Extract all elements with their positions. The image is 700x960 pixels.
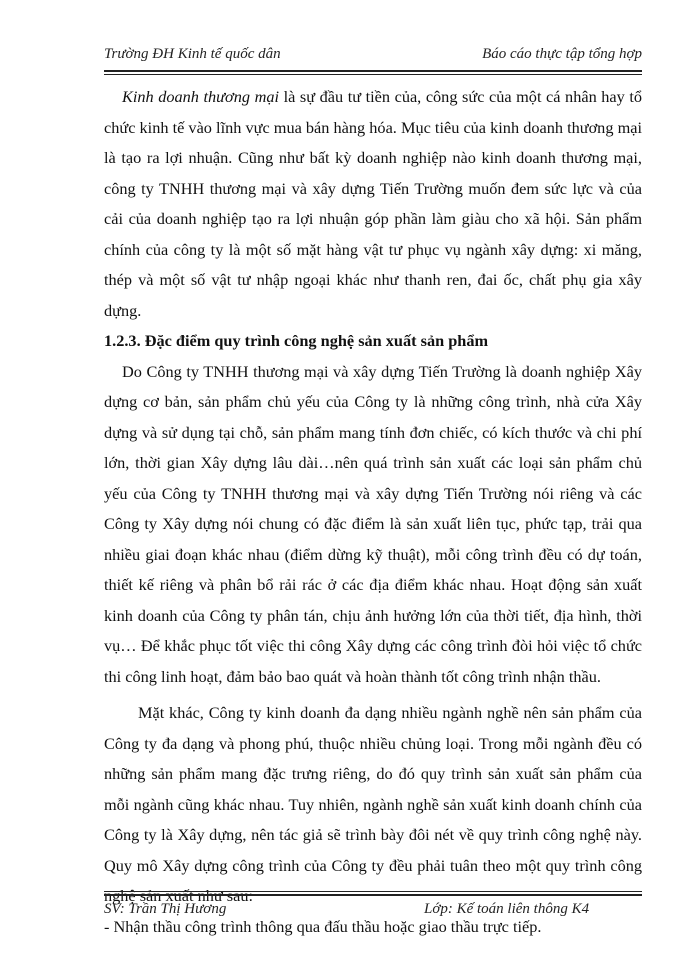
header-report-title: Báo cáo thực tập tổng hợp [482,46,642,62]
header-rule [104,70,642,72]
page-footer [104,899,642,923]
footer-rule-thin [104,891,642,892]
paragraph-production-process: Do Công ty TNHH thương mại và xây dựng Tiến Trường là doanh nghiệp Xây dựng cơ bản, sản phẩm chủ yếu của Công ty là những công trình, nhà cửa Xây dựng và sử dụng tại chỗ, sản phẩm mang tính đơn chiếc, có kích thước và chi phí lớn, thời gian Xây dựng lâu dài…nên quá trình sản xuất các loại sản phẩm chủ yếu của Công ty TNHH thương mại và xây dựng Tiến Trường nói riêng và các Công ty Xây dựng nói chung có đặc điểm là sản xuất liên tục, phức tạp, trải qua nhiều giai đoạn khác nhau (điểm dừng kỹ thuật), mỗi công trình đều có dự toán, thiết kế riêng và phân bổ rải rác ở các địa điểm khác nhau. Hoạt động sản xuất kinh doanh của Công ty phân tán, chịu ảnh hưởng lớn của thời tiết, địa hình, thời vụ… Để khắc phục tốt việc thi công Xây dựng các công trình đòi hỏi việc tổ chức thi công linh hoạt, đảm bảo bao quát và hoàn thành tốt công trình nhận thầu. [104,361,642,686]
paragraph-commerce-definition [104,82,642,326]
header-school: Trường ĐH Kinh tế quốc dân [104,46,281,62]
page-header [104,38,642,66]
paragraph-commerce-text: là sự đầu tư tiền của, công sức của một cá nhân hay tổ chức kinh tế vào lĩnh vực mua bán hàng hóa. Mục tiêu của kinh doanh thương mại là tạo ra lợi nhuận. Cũng như bất kỳ doanh nghiệp nào kinh doanh thương mại, công ty TNHH thương mại và xây dựng Tiến Trường muốn đem sức lực và của cải của doanh nghiệp tạo ra lợi nhuận góp phần làm giàu cho xã hội. Sản phẩm chính của công ty là một số mặt hàng vật tư phục vụ ngành xây dựng: xi măng, thép và một số vật tư nhập ngoại khác như thanh ren, đai ốc, chất phụ gia xây dựng. [104,87,643,320]
footer-student: SV: Trần Thị Hương [104,901,227,917]
footer-rule [104,894,642,896]
header-rule-thin [104,74,642,75]
paragraph-diverse-products: Mặt khác, Công ty kinh doanh đa dạng nhiều ngành nghề nên sản phẩm của Công ty đa dạng và phong phú, thuộc nhiều chủng loại. Trong mỗi ngành đều có những sản phẩm mang đặc trưng riêng, do đó quy trình sản xuất sản phẩm của mỗi ngành cũng khác nhau. Tuy nhiên, ngành nghề sản xuất kinh doanh chính của Công ty là Xây dựng, nên tác giả sẽ trình bày đôi nét về quy trình công nghệ này. Quy mô Xây dựng công trình của Công ty đều phải tuân theo một quy trình công [104,703,642,875]
document-body [104,82,642,942]
list-item-bidding: - Nhận thầu công trình thông qua đấu thầu hoặc giao thầu trực tiếp. [104,916,542,936]
section-heading: 1.2.3. Đặc điểm quy trình công nghệ sản xuất sản phẩm [104,331,489,350]
footer-class: Lớp: Kế toán liên thông K4 [424,901,590,917]
term-kinh-doanh-thuong-mai: Kinh doanh thương mại [122,87,280,106]
